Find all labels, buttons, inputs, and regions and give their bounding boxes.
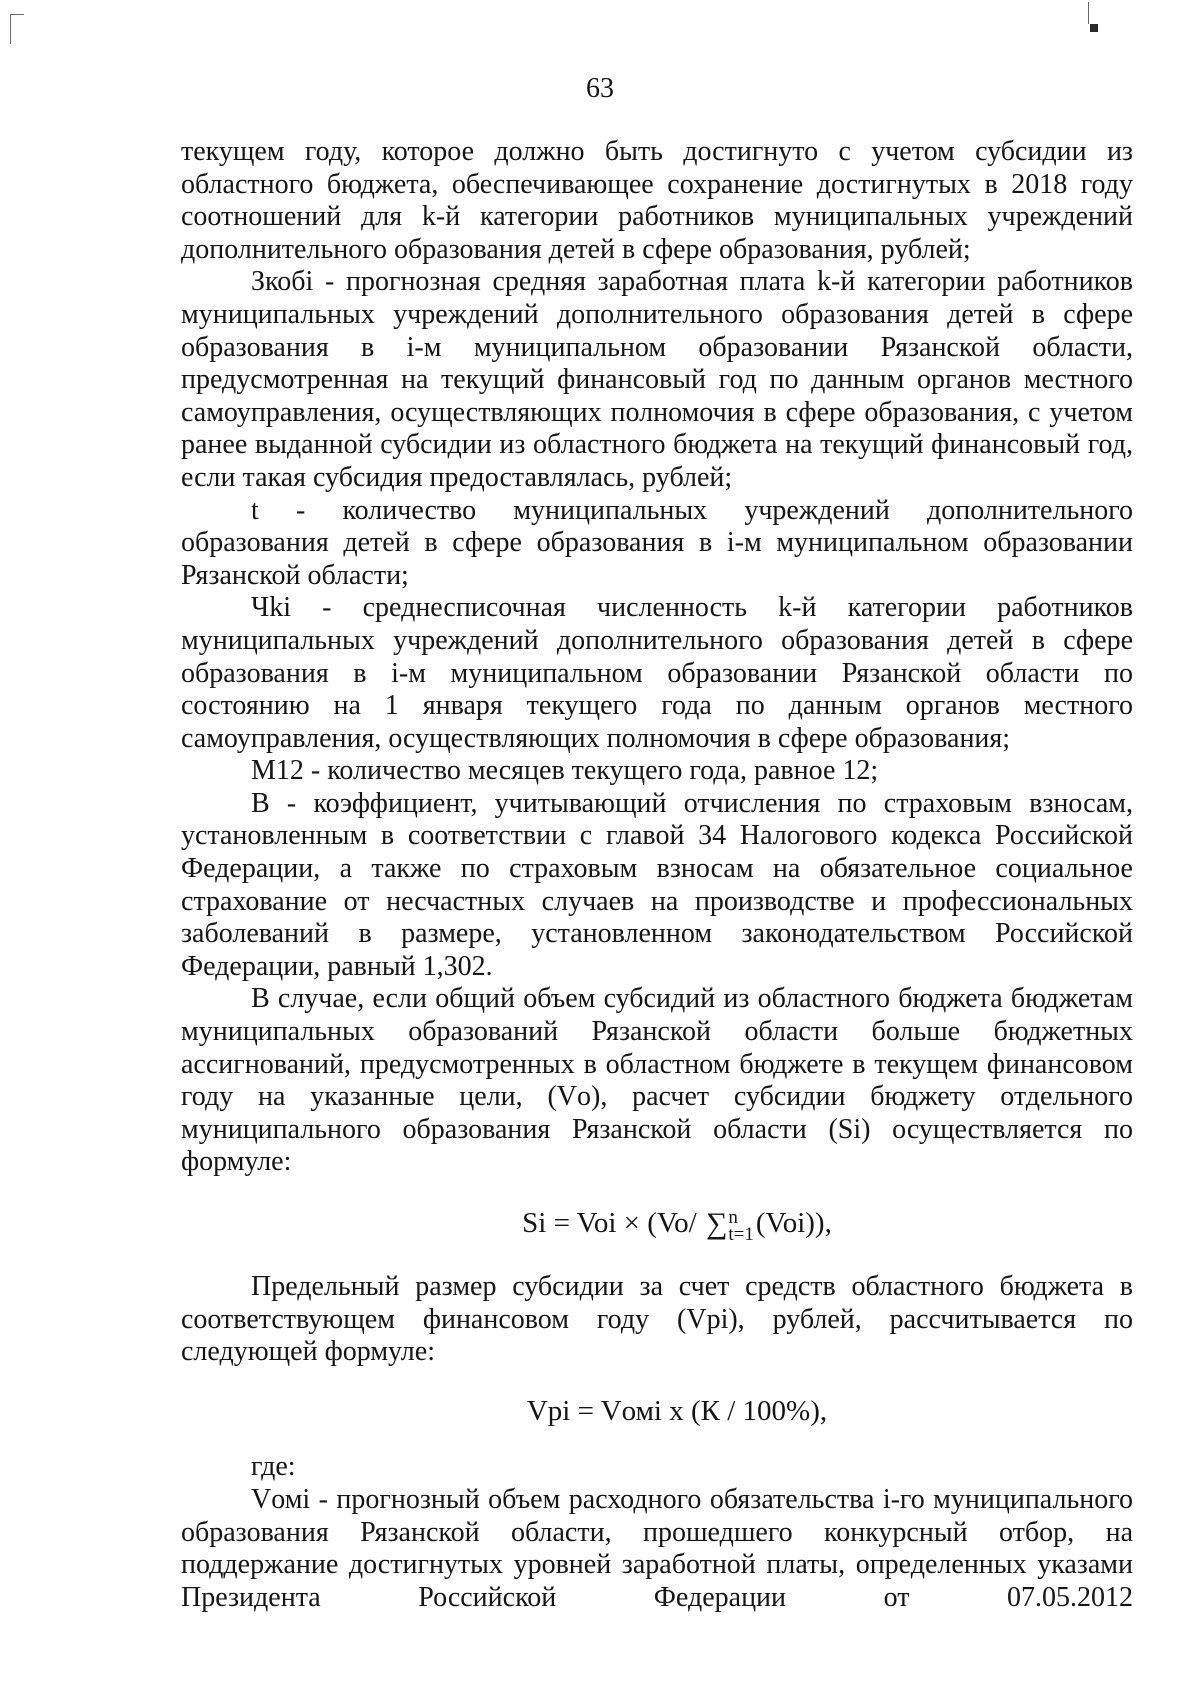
definition-m12: М12 - количество месяцев текущего года, равное 12; <box>251 755 879 787</box>
paragraph-subsidy-case: В случае, если общий объем субсидий из областного бюджета бюджетам муниципальных образований Рязанской области больше бюджетных ассигнований, предусмотренных в областном бюджете в текущем финансовом году на указанные цели, (Vо), расчет субсидии бюджету отдельного муниципального образования Рязанской области (Si) осуществляется по формуле: <box>181 983 1133 1178</box>
formula-vpi: Vpi = Vомi x (К / 100%), <box>526 1394 828 1427</box>
formula-si <box>181 1206 1133 1246</box>
scan-edge-mark <box>10 14 11 44</box>
definition-t: t - количество муниципальных учреждений дополнительного образования детей в сфере образования в i-м муниципальном образовании Рязанской области; <box>181 494 1133 591</box>
document-body <box>181 136 1133 1614</box>
sum-operator <box>705 1206 754 1246</box>
sum-symbol: ∑ <box>705 1206 728 1240</box>
page-number: 63 <box>586 73 614 104</box>
scan-edge-mark <box>1088 2 1089 24</box>
definition-vomi: Vомi - прогнозный объем расходного обязательства i-го муниципального образования Рязанской области, прошедшего конкурсный отбор, на поддержание достигнутых уровней заработной платы, определенных указами Президента Российской Федерации от 07.05.2012 <box>181 1483 1133 1613</box>
paragraph-where: где: <box>251 1451 296 1483</box>
definition-chki: Чki - среднесписочная численность k-й категории работников муниципальных учреждений дополнительного образования детей в сфере образования в i-м муниципальном образовании Рязанской области по состоянию на 1 января текущего года по данным органов местного самоуправления, осуществляющих полномочия в сфере образования; <box>181 592 1133 754</box>
definition-b: В - коэффициент, учитывающий отчисления по страховым взносам, установленным в соответствии с главой 34 Налогового кодекса Российской Федерации, а также по страховым взносам на обязательное социальное страхование от несчастных случаев на производстве и профессиональных заболеваний в размере, установленном законодательством Российской Федерации, равный 1,302. <box>181 787 1133 982</box>
sum-lower-limit: t=1 <box>728 1224 754 1246</box>
sum-upper-limit: n <box>728 1207 738 1229</box>
paragraph-limit-size: Предельный размер субсидии за счет средств областного бюджета в соответствующем финансовом году (Vpi), рублей, рассчитывается по следующей формуле: <box>181 1271 1133 1368</box>
paragraph-continuation: текущем году, которое должно быть достигнуто с учетом субсидии из областного бюджета, обеспечивающее сохранение достигнутых в 2018 году соотношений для k-й категории работников муниципальных учреждений дополнительного образования детей в сфере образования, рублей; <box>181 136 1133 265</box>
formula-si-lhs: Si = Voi × (Vo/ <box>522 1207 704 1239</box>
scan-edge-mark <box>10 14 24 15</box>
formula-si-rhs: (Voi)), <box>755 1207 832 1239</box>
definition-zkobi: Зкобi - прогнозная средняя заработная плата k-й категории работников муниципальных учреждений дополнительного образования детей в сфере образования в i-м муниципальном образовании Рязанской области, предусмотренная на текущий финансовый год по данным органов местного самоуправления, осуществляющих полномочия в сфере образования, с учетом ранее выданной субсидии из областного бюджета на текущий финансовый год, если такая субсидия предоставлялась, рублей; <box>181 266 1133 493</box>
scan-edge-mark <box>1090 24 1098 32</box>
